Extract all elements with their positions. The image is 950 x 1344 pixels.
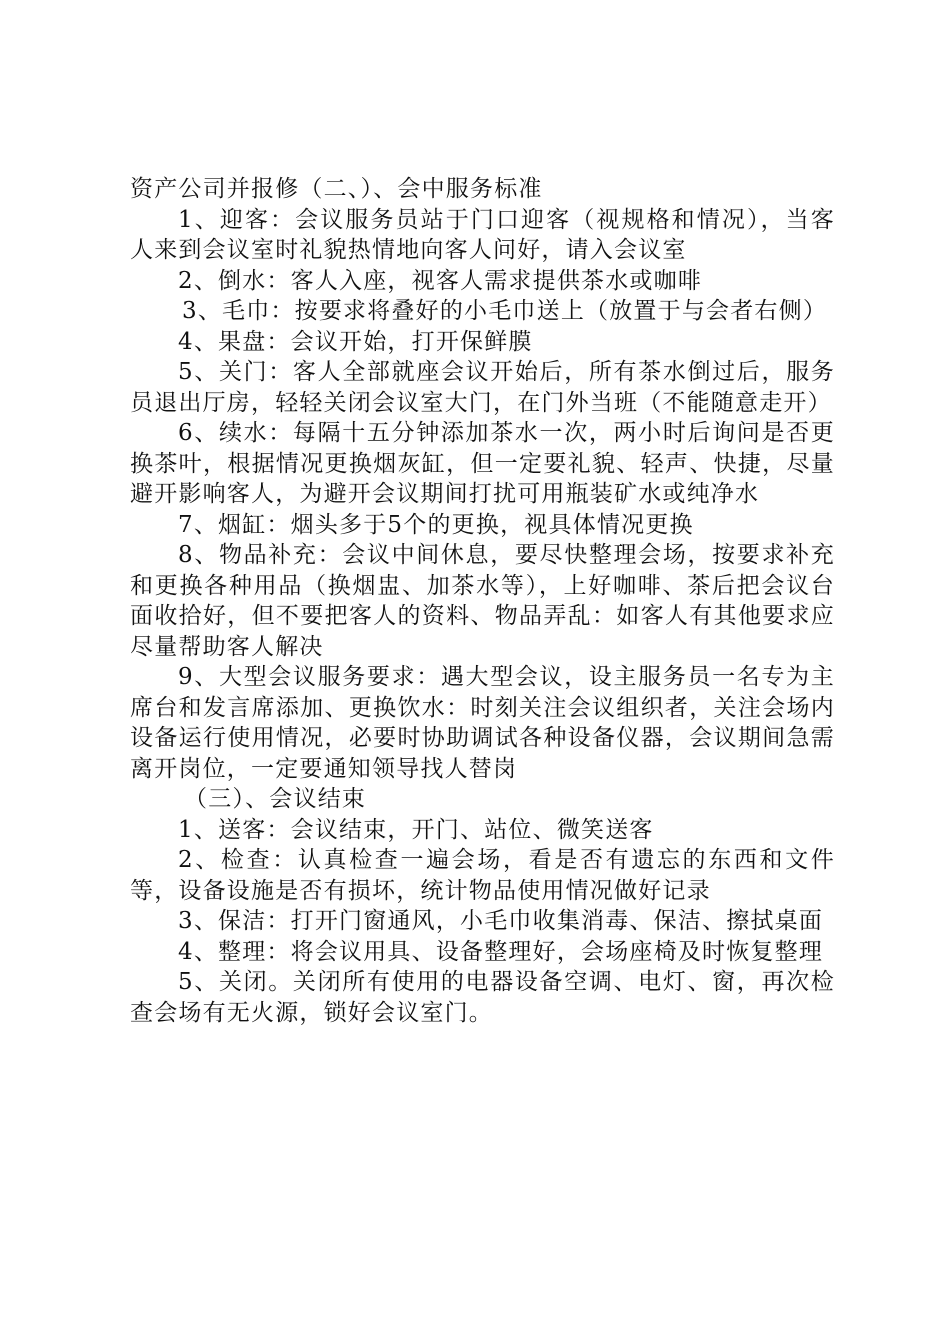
paragraph-intro: 资产公司并报修（二、）、会中服务标准 bbox=[130, 176, 543, 202]
paragraph-towel: 3、毛巾：按要求将叠好的小毛巾送上（放置于与会者右侧） bbox=[182, 298, 828, 324]
paragraph-close-door: 5、关门：客人全部就座会议开始后，所有茶水倒过后，服务员退出厅房，轻轻关闭会议室大门，在门外当班（不能随意走开） bbox=[130, 359, 835, 416]
paragraph-cleaning: 3、保洁：打开门窗通风，小毛巾收集消毒、保洁、擦拭桌面 bbox=[178, 908, 824, 934]
paragraph-welcome-guests: 1、迎客：会议服务员站于门口迎客（视规格和情况），当客人来到会议室时礼貌热情地向客人问好，请入会议室 bbox=[130, 206, 835, 263]
paragraph-large-meeting: 9、大型会议服务要求：遇大型会议，设主服务员一名专为主席台和发言席添加、更换饮水：时刻关注会议组织者，关注会场内设备运行使用情况，必要时协助调试各种设备仪器，会议期间急需离开岗位，一定要通知领导找人替岗 bbox=[130, 664, 835, 782]
paragraph-inspection: 2、检查：认真检查一遍会场，看是否有遗忘的东西和文件等，设备设施是否有损坏，统计物品使用情况做好记录 bbox=[130, 847, 835, 904]
paragraph-shutdown: 5、关闭。关闭所有使用的电器设备空调、电灯、窗，再次检查会场有无火源，锁好会议室门。 bbox=[130, 969, 835, 1026]
document-body bbox=[130, 174, 835, 1028]
paragraph-refill-water: 6、续水：每隔十五分钟添加茶水一次，两小时后询问是否更换茶叶，根据情况更换烟灰缸，但一定要礼貌、轻声、快捷，尽量避开影响客人，为避开会议期间打扰可用瓶装矿水或纯净水 bbox=[130, 420, 835, 507]
paragraph-see-off: 1、送客：会议结束，开门、站位、微笑送客 bbox=[178, 816, 654, 843]
paragraph-pour-water: 2、倒水：客人入座，视客人需求提供茶水或咖啡 bbox=[178, 267, 703, 294]
paragraph-fruit-plate: 4、果盘：会议开始，打开保鲜膜 bbox=[178, 328, 533, 355]
paragraph-supplies: 8、物品补充：会议中间休息，要尽快整理会场，按要求补充和更换各种用品（换烟盅、加茶水等），上好咖啡、茶后把会议台面收拾好，但不要把客人的资料、物品弄乱：如客人有其他要求应尽量帮助客人解决 bbox=[130, 542, 835, 660]
section-heading-meeting-end: （三）、会议结束 bbox=[184, 786, 367, 812]
paragraph-ashtray: 7、烟缸：烟头多于5个的更换，视具体情况更换 bbox=[178, 511, 694, 538]
paragraph-tidy-up: 4、整理：将会议用具、设备整理好，会场座椅及时恢复整理 bbox=[178, 938, 824, 965]
